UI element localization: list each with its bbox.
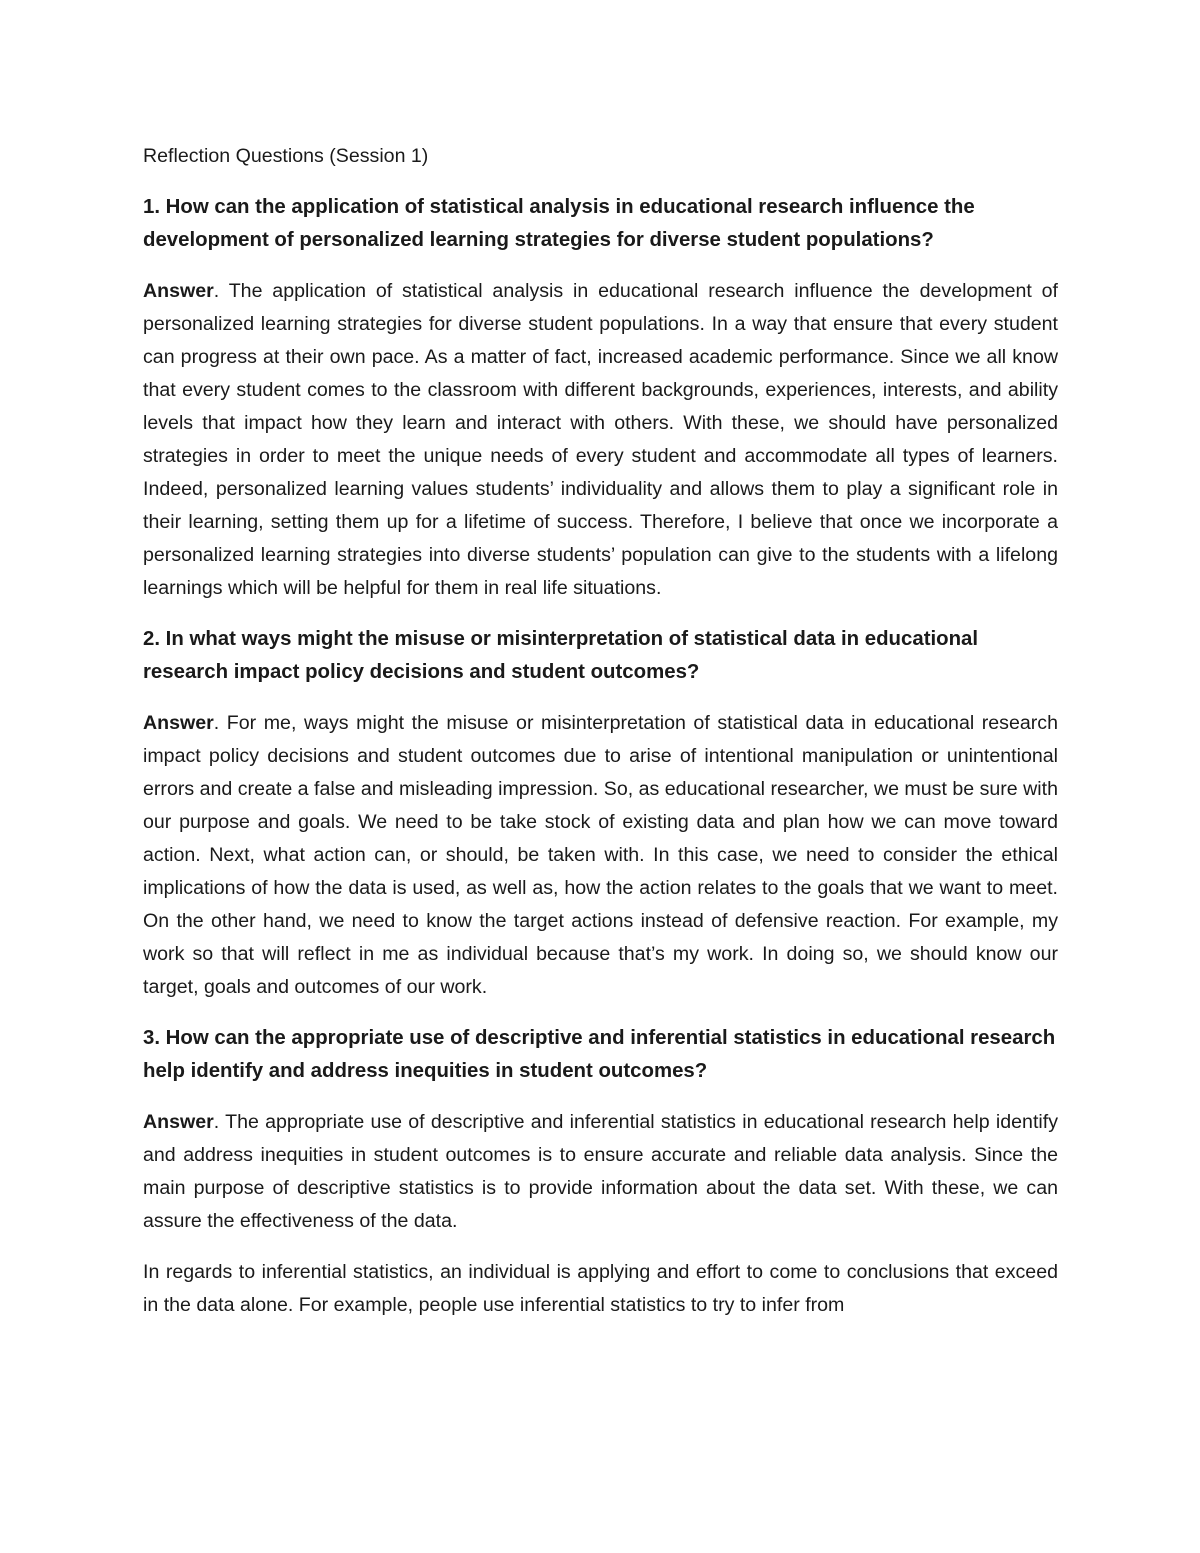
document-page (143, 140, 1058, 1340)
answer-3-paragraph-2: In regards to inferential statistics, an individual is applying and effort to come to conclusions that exceed in the data alone. For example, people use inferential statistics to try to infer from (143, 1261, 1058, 1316)
answer-2-text: . For me, ways might the misuse or misinterpretation of statistical data in educational research impact policy decisions and student outcomes due to arise of intentional manipulation or unintentional errors and create a false and misleading impression. So, as educational researcher, we must be sure with our purpose and goals. We need to be take stock of existing data and plan how we can move toward action. Next, what action can, or should, be taken with. In this case, we need to consider the ethical implications of how the data is used, as well as, how the action relates to the goals that we want to meet. On the other hand, we need to know the target actions instead of defensive reaction. For example, my work so that will reflect in me as individual because that’s my work. In doing so, we should know our target, goals and outcomes of our work. (143, 712, 1058, 998)
answer-3-text: . The appropriate use of descriptive and inferential statistics in educational research help identify and address inequities in student outcomes is to ensure accurate and reliable data analysis. Since the main purpose of descriptive statistics is to provide information about the data set. With these, we can assure the effectiveness of the data. (143, 1111, 1058, 1232)
document-title: Reflection Questions (Session 1) (143, 145, 429, 167)
question-2: 2. In what ways might the misuse or misinterpretation of statistical data in educational research impact policy decisions and student outcomes? (143, 628, 979, 683)
answer-1-text: . The application of statistical analysis in educational research influence the development of personalized learning strategies for diverse student populations. In a way that ensure that every student can progress at their own pace. As a matter of fact, increased academic performance. Since we all know that every student comes to the classroom with different backgrounds, experiences, interests, and ability levels that impact how they learn and interact with others. With these, we should have personalized strategies in order to meet the unique needs of every student and accommodate all types of learners. Indeed, personalized learning values students’ individuality and allows them to play a significant role in their learning, setting them up for a lifetime of success. Therefore, I believe that once we incorporate a personalized learning strategies into diverse students’ population can give to the students with a lifelong learnings which will be helpful for them in real life situations. (143, 280, 1058, 599)
answer-3 (143, 1106, 1058, 1238)
answer-label: Answer (143, 712, 214, 734)
answer-2 (143, 707, 1058, 1004)
answer-label: Answer (143, 1111, 214, 1133)
answer-1 (143, 275, 1058, 605)
question-1: 1. How can the application of statistical analysis in educational research influence the development of personalized learning strategies for diverse student populations? (143, 196, 975, 251)
question-3: 3. How can the appropriate use of descriptive and inferential statistics in educational research help identify and address inequities in student outcomes? (143, 1027, 1056, 1082)
answer-label: Answer (143, 280, 214, 302)
